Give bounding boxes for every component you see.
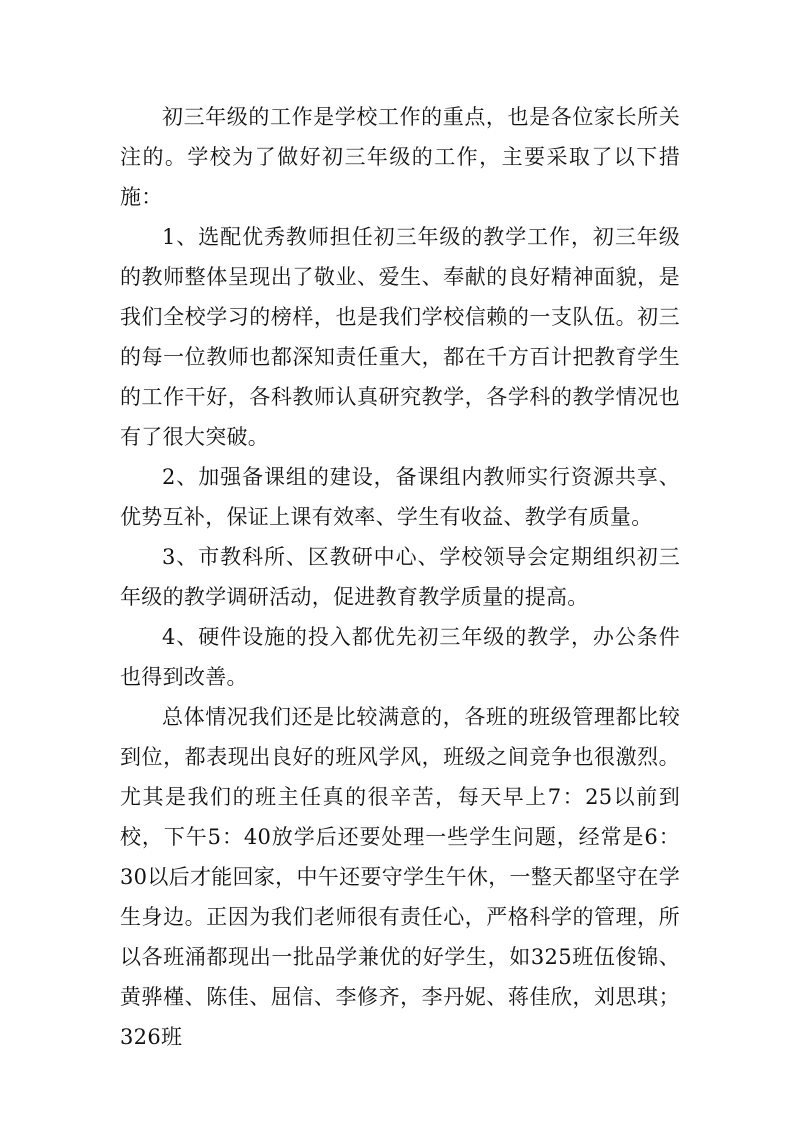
paragraph-measure-2: 2、加强备课组的建设，备课组内教师实行资源共享、优势互补，保证上课有效率、学生有收益、教学有质量。 bbox=[120, 465, 680, 529]
paragraph-measure-3: 3、市教科所、区教研中心、学校领导会定期组织初三年级的教学调研活动，促进教育教学质量的提高。 bbox=[120, 545, 680, 609]
paragraph-intro: 初三年级的工作是学校工作的重点，也是各位家长所关注的。学校为了做好初三年级的工作，主要采取了以下措施： bbox=[120, 105, 680, 209]
paragraph-summary: 总体情况我们还是比较满意的，各班的班级管理都比较到位，都表现出良好的班风学风，班级之间竞争也很激烈。尤其是我们的班主任真的很辛苦，每天早上7：25以前到校，下午5：40放学后还要处理一些学生问题，经常是6：30以后才能回家，中午还要守学生午休，一整天都坚守在学生身边。正因为我们老师很有责任心，严格科学的管理，所以各班涌都现出一批品学兼优的好学生，如325班伍俊锦、黄骅槿、陈佳、屈信、李修齐，李丹妮、蒋佳欣，刘思琪；326班 bbox=[120, 705, 680, 1049]
document-body bbox=[120, 97, 680, 1057]
paragraph-measure-4: 4、硬件设施的投入都优先初三年级的教学，办公条件也得到改善。 bbox=[120, 625, 680, 689]
paragraph-measure-1: 1、选配优秀教师担任初三年级的教学工作，初三年级的教师整体呈现出了敬业、爱生、奉献的良好精神面貌，是我们全校学习的榜样，也是我们学校信赖的一支队伍。初三的每一位教师也都深知责任重大，都在千方百计把教育学生的工作干好，各科教师认真研究教学，各学科的教学情况也有了很大突破。 bbox=[120, 225, 680, 449]
